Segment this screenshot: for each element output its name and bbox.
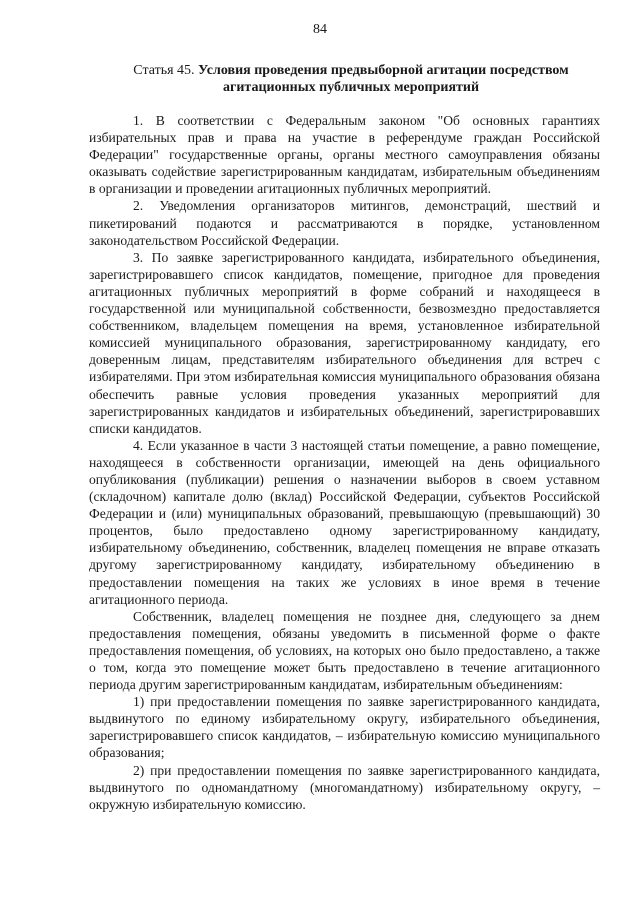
- list-item-2: 2) при предоставлении помещения по заявке зарегистрированного кандидата, выдвинутого по одномандатному (многомандатному) избирательному округу, – окружную избирательную комиссию.: [89, 762, 600, 812]
- paragraph-1: 1. В соответствии с Федеральным законом "Об основных гарантиях избирательных прав и права на участие в референдуме граждан Российской Федерации" государственные органы, органы местного самоуправления обязаны оказывать содействие зарегистрированным кандидатам, избирательным объединениям в организации и проведении агитационных публичных мероприятий.: [89, 113, 600, 197]
- article-number: Статья 45.: [133, 63, 195, 78]
- page-number: 84: [313, 22, 327, 37]
- paragraph-4: 4. Если указанное в части 3 настоящей статьи помещение, а равно помещение, находящееся в собственности организации, имеющей на день официального опубликования (публикации) решения о назначении выборов в своем уставном (складочном) капитале долю (вклад) Российской Федерации, субъектов Российской Федерации и (или) муниципальных образований, превышающую (превышающий) 30 процентов, было предоставлено одному зарегистрированному кандидату, избирательному объединению, собственник, владелец помещения не вправе отказать другому зарегистрированному кандидату, избирательному объединению в предоставлении помещения на таких же условиях в иное время в течение агитационного периода.: [89, 437, 600, 607]
- article-body: [89, 112, 600, 813]
- list-item-1: 1) при предоставлении помещения по заявке зарегистрированного кандидата, выдвинутого по единому избирательному округу, избирательного объединения, зарегистрировавшего список кандидатов, – избирательную комиссию муниципального образования;: [89, 694, 600, 761]
- article-title: Условия проведения предвыборной агитации посредством агитационных публичных мероприятий: [198, 63, 569, 95]
- paragraph-2: 2. Уведомления организаторов митингов, демонстраций, шествий и пикетирований подаются и рассматриваются в порядке, установленном законодательством Российской Федерации.: [89, 198, 600, 248]
- article-heading: [86, 62, 616, 96]
- paragraph-3: 3. По заявке зарегистрированного кандидата, избирательного объединения, зарегистрировавшего список кандидатов, помещение, пригодное для проведения агитационных публичных мероприятий в форме собраний и находящееся в государственной или муниципальной собственности, безвозмездно предоставляется собственником, владельцем помещения на время, установленное избирательной комиссией муниципального образования, зарегистрированному кандидату, его доверенным лицам, представителям избирательного объединения для встреч с избирателями. При этом избирательная комиссия муниципального образования обязана обеспечить равные условия проведения указанных мероприятий для зарегистрированных кандидатов и избирательных объединений, зарегистрировавших списки кандидатов.: [89, 249, 600, 436]
- paragraph-4-continuation: Собственник, владелец помещения не позднее дня, следующего за днем предоставления помещения, обязаны уведомить в письменной форме о факте предоставления помещения, об условиях, на которых оно было предоставлено, а также о том, когда это помещение может быть предоставлено в течение агитационного периода другим зарегистрированным кандидатам, избирательным объединениям:: [89, 608, 600, 693]
